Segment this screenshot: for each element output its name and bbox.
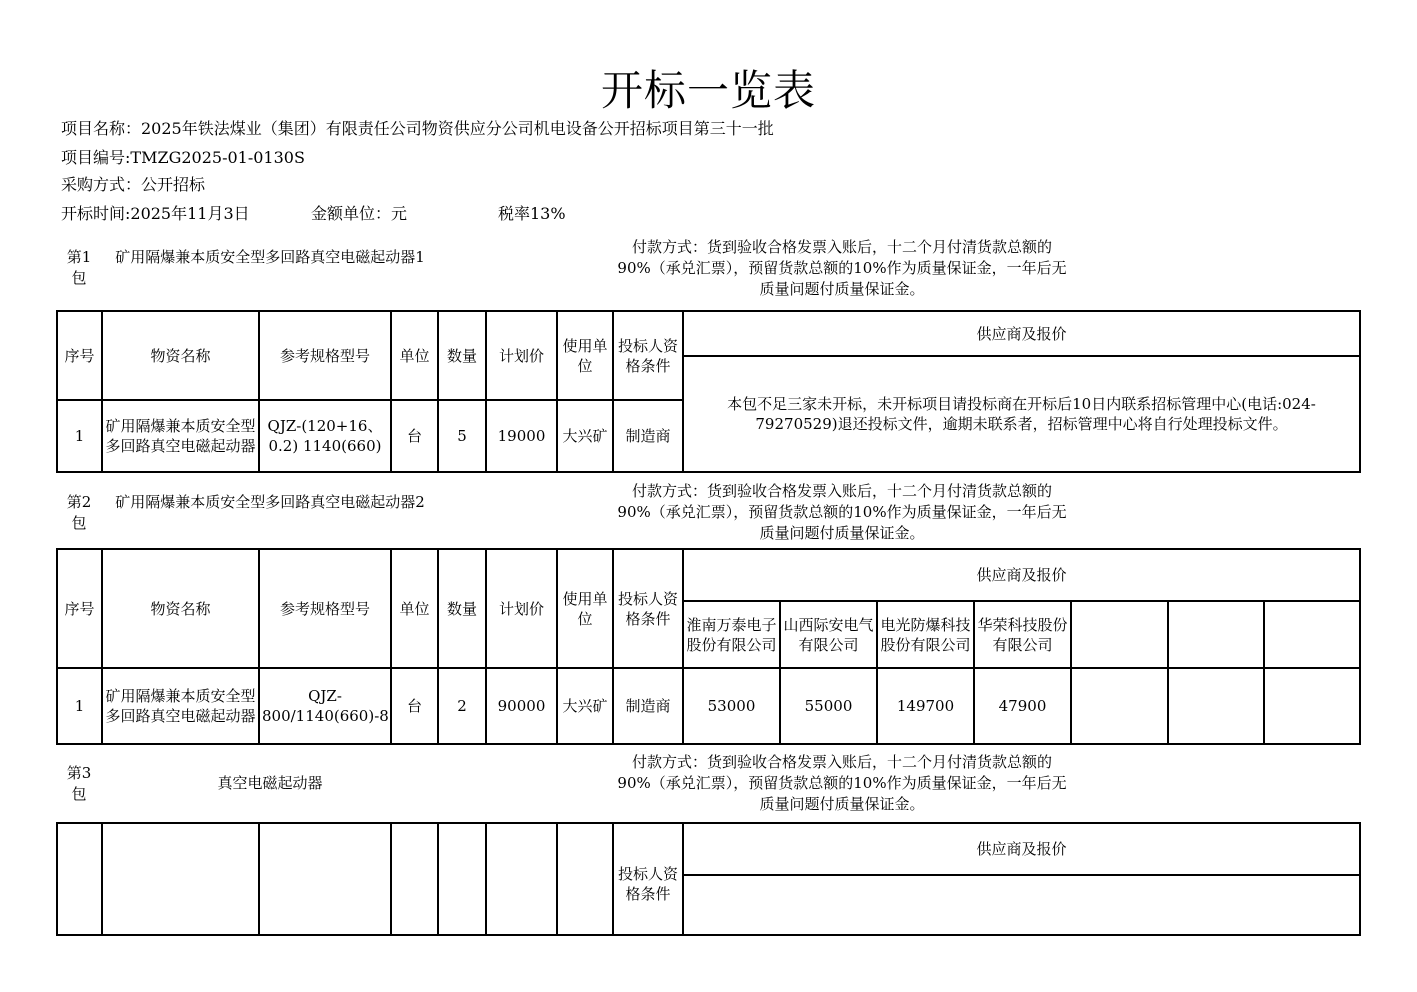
- package-3-payment-terms: 付款方式：货到验收合格发票入账后，十二个月付清货款总额的90%（承兑汇票），预留货款总额的10%作为质量保证金，一年后无质量问题付质量保证金。: [617, 753, 1067, 813]
- table-row: [57, 668, 1360, 744]
- cell-unit: 台: [391, 400, 438, 472]
- supplier-name: 山西际安电气有限公司: [780, 601, 877, 668]
- supplier-empty: [1264, 601, 1360, 668]
- package-2-label: 第2包: [66, 493, 92, 532]
- header-qty: 数量: [438, 311, 486, 400]
- package-2-table: [56, 548, 1361, 745]
- header-plan-price: 计划价: [486, 549, 557, 668]
- cell-spec: QJZ-(120+16、0.2) 1140(660): [259, 400, 391, 472]
- cell-quote: 149700: [877, 668, 974, 744]
- header-seq-empty: [57, 823, 102, 935]
- header-seq: 序号: [57, 311, 102, 400]
- project-name: 项目名称：2025年铁法煤业（集团）有限责任公司物资供应分公司机电设备公开招标项目第三十一批: [61, 119, 774, 138]
- cell-user-unit: 大兴矿: [557, 668, 613, 744]
- header-supplier-quote: 供应商及报价: [683, 823, 1360, 875]
- cell-quote-empty: [1071, 668, 1168, 744]
- cell-qty: 2: [438, 668, 486, 744]
- cell-bidder-qual: 制造商: [613, 400, 683, 472]
- package-3-table: [56, 822, 1361, 936]
- package-3-name: 真空电磁起动器: [217, 774, 323, 792]
- currency-unit: 金额单位：元: [311, 204, 408, 223]
- procurement-method: 采购方式：公开招标: [61, 175, 206, 194]
- supplier-empty: [1168, 601, 1264, 668]
- cell-seq: 1: [57, 400, 102, 472]
- cell-quote: 55000: [780, 668, 877, 744]
- cell-unit: 台: [391, 668, 438, 744]
- cell-name: 矿用隔爆兼本质安全型多回路真空电磁起动器: [102, 668, 259, 744]
- header-seq: 序号: [57, 549, 102, 668]
- package-1-table: [56, 310, 1361, 473]
- cell-plan-price: 19000: [486, 400, 557, 472]
- tax-rate: 税率13%: [498, 204, 566, 223]
- package-2-name: 矿用隔爆兼本质安全型多回路真空电磁起动器2: [115, 493, 425, 511]
- header-supplier-quote: 供应商及报价: [683, 549, 1360, 601]
- cell-bidder-qual: 制造商: [613, 668, 683, 744]
- header-name-empty: [102, 823, 259, 935]
- header-name: 物资名称: [102, 311, 259, 400]
- supplier-empty: [1071, 601, 1168, 668]
- header-spec: 参考规格型号: [259, 549, 391, 668]
- supplier-area: [683, 875, 1360, 935]
- cell-quote-empty: [1264, 668, 1360, 744]
- package-3-label: 第3包: [66, 764, 92, 803]
- header-bidder-qual: 投标人资格条件: [613, 549, 683, 668]
- cell-user-unit: 大兴矿: [557, 400, 613, 472]
- open-time: 开标时间:2025年11月3日: [61, 204, 250, 223]
- header-plan-price-empty: [486, 823, 557, 935]
- cell-quote-empty: [1168, 668, 1264, 744]
- project-code: 项目编号:TMZG2025-01-0130S: [61, 148, 305, 167]
- cell-spec: QJZ-800/1140(660)-8: [259, 668, 391, 744]
- header-bidder-qual: 投标人资格条件: [613, 823, 683, 935]
- header-qty: 数量: [438, 549, 486, 668]
- header-unit: 单位: [391, 311, 438, 400]
- cell-quote: 53000: [683, 668, 780, 744]
- header-user-unit: 使用单位: [557, 549, 613, 668]
- package-1-label: 第1包: [66, 248, 92, 287]
- header-qty-empty: [438, 823, 486, 935]
- header-supplier-quote: 供应商及报价: [683, 311, 1360, 356]
- header-bidder-qual: 投标人资格条件: [613, 311, 683, 400]
- cell-plan-price: 90000: [486, 668, 557, 744]
- header-spec-empty: [259, 823, 391, 935]
- header-spec: 参考规格型号: [259, 311, 391, 400]
- supplier-name: 淮南万泰电子股份有限公司: [683, 601, 780, 668]
- cell-quote: 47900: [974, 668, 1071, 744]
- package-1-notice: 本包不足三家未开标，未开标项目请投标商在开标后10日内联系招标管理中心(电话:024-79270529)退还投标文件，逾期未联系者，招标管理中心将自行处理投标文件。: [683, 356, 1360, 472]
- cell-name: 矿用隔爆兼本质安全型多回路真空电磁起动器: [102, 400, 259, 472]
- header-user-unit-empty: [557, 823, 613, 935]
- package-1-payment-terms: 付款方式：货到验收合格发票入账后，十二个月付清货款总额的90%（承兑汇票），预留货款总额的10%作为质量保证金，一年后无质量问题付质量保证金。: [617, 238, 1067, 298]
- package-3-table-clip: [50, 822, 1370, 903]
- package-1-name: 矿用隔爆兼本质安全型多回路真空电磁起动器1: [115, 248, 425, 266]
- header-user-unit: 使用单位: [557, 311, 613, 400]
- cell-seq: 1: [57, 668, 102, 744]
- supplier-name: 电光防爆科技股份有限公司: [877, 601, 974, 668]
- open-info-line: [61, 201, 566, 224]
- header-unit: 单位: [391, 549, 438, 668]
- header-plan-price: 计划价: [486, 311, 557, 400]
- supplier-name: 华荣科技股份有限公司: [974, 601, 1071, 668]
- page-title: 开标一览表: [600, 66, 816, 115]
- header-name: 物资名称: [102, 549, 259, 668]
- cell-qty: 5: [438, 400, 486, 472]
- header-unit-empty: [391, 823, 438, 935]
- package-2-payment-terms: 付款方式：货到验收合格发票入账后，十二个月付清货款总额的90%（承兑汇票），预留货款总额的10%作为质量保证金，一年后无质量问题付质量保证金。: [617, 482, 1067, 542]
